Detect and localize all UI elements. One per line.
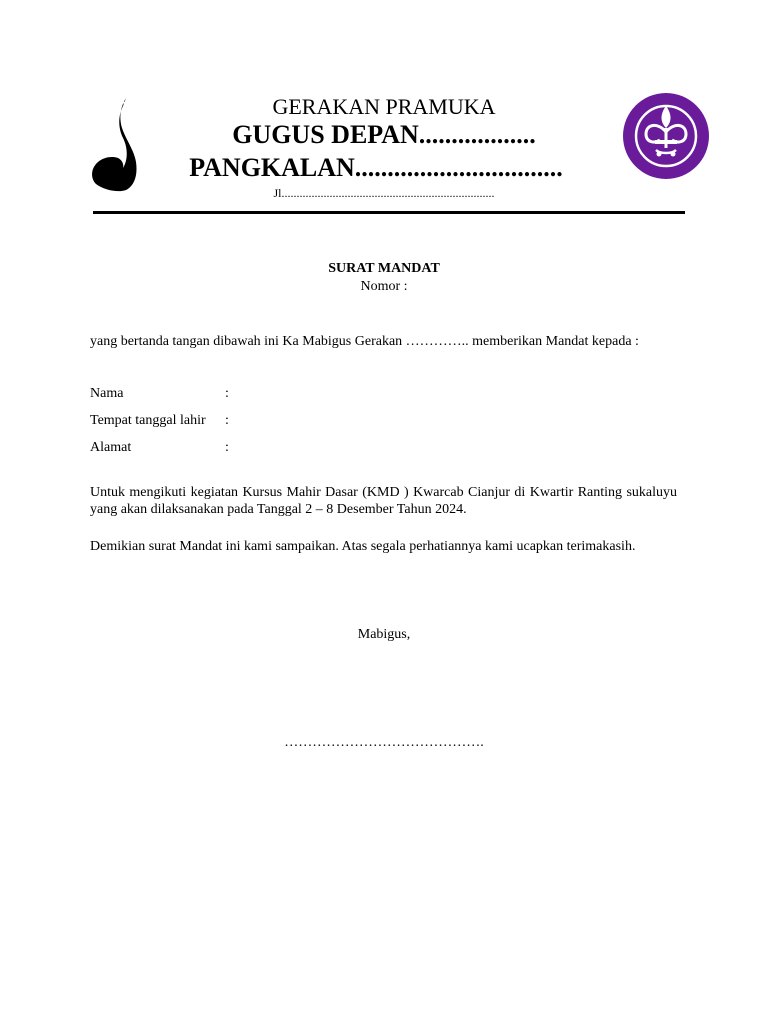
address-line: Jl.......................................................................	[273, 186, 495, 200]
field-label: Nama	[90, 386, 124, 401]
wosm-emblem-icon	[622, 92, 710, 180]
field-colon: :	[225, 440, 229, 455]
body-paragraph: Untuk mengikuti kegiatan Kursus Mahir Dasar (KMD ) Kwarcab Cianjur di Kwartir Ranting sukaluyu yang akan dilaksanakan pada Tanggal 2 – 8 Desember Tahun 2024.	[90, 485, 677, 517]
signature-line: …………………………………….	[284, 735, 484, 750]
intro-paragraph: yang bertanda tangan dibawah ini Ka Mabigus Gerakan ………….. memberikan Mandat kepada :	[90, 334, 639, 349]
field-label: Alamat	[90, 440, 132, 455]
header-rule	[93, 211, 685, 214]
closing-paragraph: Demikian surat Mandat ini kami sampaikan. Atas segala perhatiannya kami ucapkan terimakasih.	[90, 539, 636, 554]
field-label: Tempat tanggal lahir	[90, 413, 206, 428]
letter-title: SURAT MANDAT	[328, 261, 440, 276]
letter-number: Nomor :	[360, 279, 408, 294]
field-colon: :	[225, 413, 229, 428]
org-name: GERAKAN PRAMUKA	[272, 94, 496, 119]
signoff: Mabigus,	[357, 627, 411, 642]
pangkalan-heading: PANGKALAN................................	[189, 153, 563, 182]
field-colon: :	[225, 386, 229, 401]
gugus-depan-heading: GUGUS DEPAN..................	[232, 120, 536, 149]
